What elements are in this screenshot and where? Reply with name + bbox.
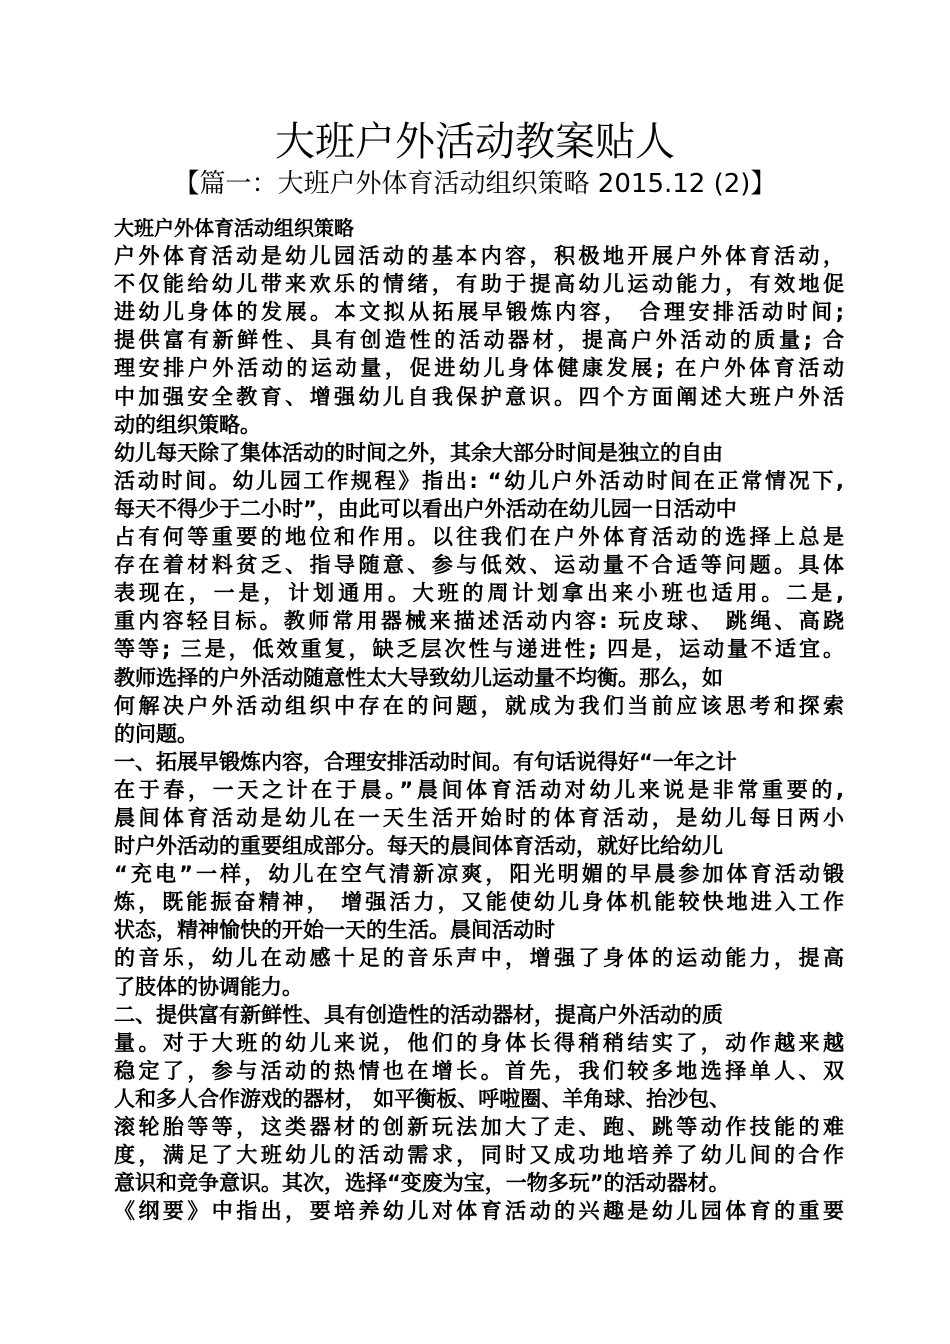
body-line: 进幼儿身体的发展。本文拟从拓展早锻炼内容， 合理安排活动时间;: [114, 300, 844, 325]
body-line: 表现在，一是，计划通用。大班的周计划拿出来小班也适用。二是,: [114, 581, 844, 606]
body-line: 中加强安全教育、增强幼儿自我保护意识。四个方面阐述大班户外活: [114, 384, 844, 409]
body-line: 每天不得少于二小时”，由此可以看出户外活动在幼儿园一日活动中: [114, 496, 737, 521]
body-line: 提供富有新鲜性、具有创造性的活动器材，提高户外活动的质量; 合: [114, 328, 844, 353]
body-line: 在于春，一天之计在于晨。”晨间体育活动对幼儿来说是非常重要的,: [114, 777, 844, 802]
body-line: 二、提供富有新鲜性、具有创造性的活动器材，提高户外活动的质: [114, 1002, 723, 1027]
body-line: 状态，精神愉快的开始一天的生活。晨间活动时: [114, 918, 555, 943]
body-line: 滚轮胎等等，这类器材的创新玩法加大了走、跑、跳等动作技能的难: [114, 1115, 844, 1139]
body-line: 不仅能给幼儿带来欢乐的情绪，有助于提高幼儿运动能力，有效地促: [114, 272, 844, 297]
body-line: 的音乐，幼儿在动感十足的音乐声中，增强了身体的运动能力，提高: [114, 946, 844, 971]
document-subtitle: 【篇一：大班户外体育活动组织策略 2015.12 (2)】: [173, 169, 777, 199]
body-line: 重内容轻目标。教师常用器械来描述活动内容: 玩皮球、 跳绳、高跷: [114, 609, 844, 634]
body-line: “充电”一样，幼儿在空气清新凉爽，阳光明媚的早晨参加体育活动锻: [114, 862, 844, 887]
body-line: 稳定了，参与活动的热情也在增长。首先，我们较多地选择单人、双: [114, 1058, 844, 1083]
body-line: 教师选择的户外活动随意性太大导致幼儿运动量不均衡。那么，如: [114, 665, 723, 690]
body-line: 户外体育活动是幼儿园活动的基本内容，积极地开展户外体育活动，: [114, 244, 844, 269]
body-line: 《纲要》中指出，要培养幼儿对体育活动的兴趣是幼儿园体育的重要: [114, 1199, 844, 1224]
body-line: 了肢体的协调能力。: [114, 974, 303, 999]
body-line: 量。对于大班的幼儿来说，他们的身体长得稍稍结实了，动作越来越: [114, 1030, 844, 1055]
body-line: 活动时间。幼儿园工作规程》指出: “幼儿户外活动时间在正常情况下,: [114, 468, 844, 493]
body-line: 存在着材料贫乏、指导随意、参与低效、运动量不合适等问题。具体: [114, 553, 844, 578]
body-line: 度，满足了大班幼儿的活动需求，同时又成功地培养了幼儿间的合作: [114, 1143, 844, 1168]
body-line: 晨间体育活动是幼儿在一天生活开始时的体育活动，是幼儿每日两小: [114, 805, 844, 830]
body-line: 占有何等重要的地位和作用。以往我们在户外体育活动的选择上总是: [114, 525, 844, 550]
section-heading: 大班户外体育活动组织策略: [114, 216, 354, 240]
body-line: 等等; 三是，低效重复，缺乏层次性与递进性; 四是，运动量不适宜。: [114, 637, 844, 662]
document-body: [114, 214, 844, 1225]
document-title: 大班户外活动教案贴人: [275, 119, 675, 165]
body-line: 一、拓展早锻炼内容，合理安排活动时间。有句话说得好“一年之计: [114, 749, 737, 774]
body-line: 炼，既能振奋精神， 增强活力，又能使幼儿身体机能较快地进入工作: [114, 890, 844, 915]
body-line: 意识和竞争意识。其次，选择“变废为宝，一物多玩”的活动器材。: [114, 1171, 730, 1196]
body-line: 幼儿每天除了集体活动的时间之外，其余大部分时间是独立的自由: [114, 440, 723, 465]
body-line: 的问题。: [114, 721, 198, 746]
body-line: 人和多人合作游戏的器材， 如平衡板、呼啦圈、羊角球、抬沙包、: [114, 1086, 731, 1111]
body-line: 理安排户外活动的运动量，促进幼儿身体健康发展; 在户外体育活动: [114, 356, 844, 381]
body-line: 何解决户外活动组织中存在的问题，就成为我们当前应该思考和探索: [114, 693, 844, 718]
body-line: 动的组织策略。: [114, 412, 261, 437]
body-line: 时户外活动的重要组成部分。每天的晨间体育活动，就好比给幼儿: [114, 834, 723, 859]
